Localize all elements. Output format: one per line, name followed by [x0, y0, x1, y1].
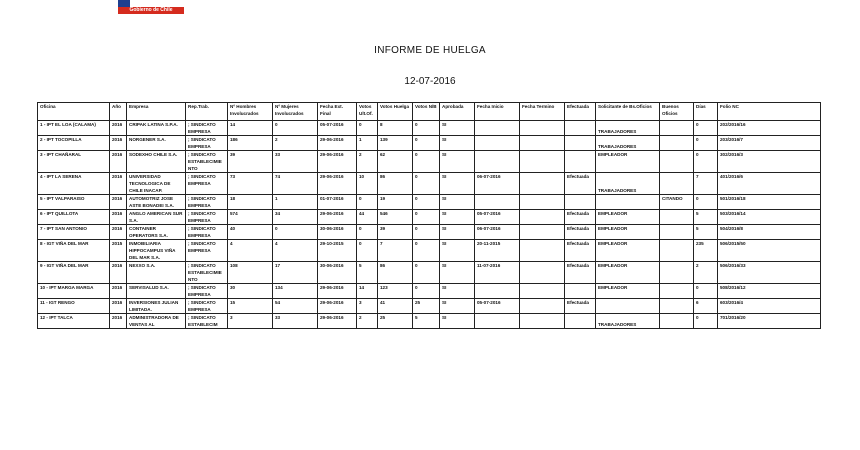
- logo-blue-block: [118, 0, 130, 7]
- cell-rep-trab: ; SINDICATO EMPRESA: [186, 225, 228, 240]
- cell-mujeres: 33: [273, 314, 318, 329]
- cell-fecha-inicio: [475, 121, 520, 136]
- cell-fecha-termino: [520, 284, 565, 299]
- cell-aprobada: SI: [440, 151, 475, 173]
- cell-votos-ult-of: 0: [357, 240, 378, 262]
- cell-aprobada: SI: [440, 299, 475, 314]
- cell-solicitante: TRABAJADORES: [596, 314, 660, 329]
- cell-fecha-ext-final: 29-06-2016: [318, 136, 357, 151]
- cell-efectuada: Efectuada: [565, 240, 596, 262]
- cell-fecha-inicio: 05-07-2016: [475, 299, 520, 314]
- table-body: [38, 121, 821, 329]
- cell-votos-nb: 0: [413, 151, 440, 173]
- cell-votos-nb: 0: [413, 240, 440, 262]
- cell-solicitante: EMPLEADOR: [596, 225, 660, 240]
- cell-fecha-inicio: [475, 284, 520, 299]
- cell-fecha-ext-final: 30-06-2016: [318, 225, 357, 240]
- table-header-row: [38, 103, 821, 121]
- cell-fecha-termino: [520, 210, 565, 225]
- cell-ano: 2016: [110, 210, 127, 225]
- cell-efectuada: [565, 121, 596, 136]
- table-header-solicitante: Solicitante de Bs.Oficios: [596, 103, 660, 121]
- cell-folio-nc: 504/2016/8: [718, 225, 821, 240]
- cell-efectuada: Efectuada: [565, 173, 596, 195]
- cell-aprobada: SI: [440, 173, 475, 195]
- cell-folio-nc: 503/2016/14: [718, 210, 821, 225]
- cell-buenos-oficios: [660, 284, 694, 299]
- cell-votos-ult-of: 10: [357, 173, 378, 195]
- table-header-efectuada: Efectuada: [565, 103, 596, 121]
- cell-fecha-termino: [520, 314, 565, 329]
- cell-hombres: 4: [228, 240, 273, 262]
- cell-dias: 7: [694, 173, 718, 195]
- cell-fecha-inicio: 06-07-2016: [475, 225, 520, 240]
- table-header-fecha-ext-final: Fecha Ext. Final: [318, 103, 357, 121]
- cell-aprobada: SI: [440, 210, 475, 225]
- cell-solicitante: TRABAJADORES: [596, 121, 660, 136]
- cell-folio-nc: 508/2016/12: [718, 284, 821, 299]
- cell-mujeres: 33: [273, 151, 318, 173]
- cell-dias: 0: [694, 284, 718, 299]
- cell-efectuada: Efectuada: [565, 299, 596, 314]
- cell-votos-nb: 5: [413, 314, 440, 329]
- cell-folio-nc: 506/2015/50: [718, 240, 821, 262]
- cell-fecha-ext-final: 05-07-2016: [318, 121, 357, 136]
- cell-rep-trab: ; SINDICATO EMPRESA: [186, 299, 228, 314]
- cell-folio-nc: 506/2016/33: [718, 262, 821, 284]
- cell-empresa: SODEXHO CHILE S.A.: [127, 151, 186, 173]
- cell-empresa: CRIPAK LATINA S.P.A.: [127, 121, 186, 136]
- table-row: [38, 299, 821, 314]
- cell-votos-huelga: 86: [378, 262, 413, 284]
- table-header-votos-nb: Votos N/B: [413, 103, 440, 121]
- cell-oficina: 4 - IPT LA SERENA: [38, 173, 110, 195]
- cell-rep-trab: ; SINDICATO ESTABLECIMIENTO: [186, 262, 228, 284]
- cell-ano: 2016: [110, 225, 127, 240]
- cell-buenos-oficios: CITANDO: [660, 195, 694, 210]
- cell-hombres: 39: [228, 151, 273, 173]
- cell-hombres: 40: [228, 225, 273, 240]
- cell-empresa: CONTAINER OPERATORS S.A.: [127, 225, 186, 240]
- cell-fecha-inicio: [475, 314, 520, 329]
- cell-votos-ult-of: 0: [357, 195, 378, 210]
- cell-votos-ult-of: 1: [357, 136, 378, 151]
- cell-votos-huelga: 25: [378, 314, 413, 329]
- cell-ano: 2016: [110, 151, 127, 173]
- cell-solicitante: EMPLEADOR: [596, 151, 660, 173]
- cell-solicitante: TRABAJADORES: [596, 136, 660, 151]
- cell-dias: 2: [694, 262, 718, 284]
- cell-ano: 2016: [110, 314, 127, 329]
- cell-votos-huelga: 7: [378, 240, 413, 262]
- table-row: [38, 284, 821, 299]
- cell-fecha-inicio: [475, 195, 520, 210]
- cell-mujeres: 0: [273, 121, 318, 136]
- cell-fecha-ext-final: 29-06-2016: [318, 151, 357, 173]
- cell-oficina: 6 - IPT QUILLOTA: [38, 210, 110, 225]
- cell-solicitante: EMPLEADOR: [596, 240, 660, 262]
- cell-fecha-inicio: [475, 151, 520, 173]
- cell-solicitante: EMPLEADOR: [596, 262, 660, 284]
- cell-hombres: 15: [228, 299, 273, 314]
- cell-votos-huelga: 139: [378, 136, 413, 151]
- cell-votos-ult-of: 2: [357, 151, 378, 173]
- table-row: [38, 195, 821, 210]
- cell-votos-huelga: 39: [378, 225, 413, 240]
- cell-rep-trab: ; SINDICATO EMPRESA: [186, 136, 228, 151]
- cell-efectuada: Efectuada: [565, 225, 596, 240]
- cell-empresa: INMOBILIARIA HIPPOCAMPUS VIÑA DEL MAR S.A.: [127, 240, 186, 262]
- table-row: [38, 225, 821, 240]
- cell-fecha-termino: [520, 151, 565, 173]
- cell-ano: 2015: [110, 240, 127, 262]
- cell-votos-ult-of: 0: [357, 121, 378, 136]
- cell-dias: 0: [694, 314, 718, 329]
- cell-empresa: ANGLO AMERICAN SUR S.A.: [127, 210, 186, 225]
- cell-ano: 2016: [110, 299, 127, 314]
- cell-empresa: INVERSIONES JULIAN LIMITADA.: [127, 299, 186, 314]
- cell-empresa: ADMINISTRADORA DE VENTAS AL: [127, 314, 186, 329]
- cell-buenos-oficios: [660, 136, 694, 151]
- table-header-votos-huelga: Votos Huelga: [378, 103, 413, 121]
- cell-fecha-inicio: [475, 136, 520, 151]
- cell-rep-trab: ; SINDICATO ESTABLECIM: [186, 314, 228, 329]
- table-header-mujeres: Nº Mujeres Involucrados: [273, 103, 318, 121]
- cell-fecha-ext-final: 29-06-2016: [318, 284, 357, 299]
- cell-folio-nc: 501/2016/18: [718, 195, 821, 210]
- cell-votos-nb: 0: [413, 210, 440, 225]
- cell-votos-huelga: 546: [378, 210, 413, 225]
- cell-buenos-oficios: [660, 121, 694, 136]
- cell-fecha-inicio: 05-07-2016: [475, 210, 520, 225]
- table-row: [38, 314, 821, 329]
- cell-rep-trab: ; SINDICATO EMPRESA: [186, 210, 228, 225]
- cell-solicitante: EMPLEADOR: [596, 210, 660, 225]
- cell-votos-huelga: 123: [378, 284, 413, 299]
- cell-dias: 5: [694, 210, 718, 225]
- cell-mujeres: 4: [273, 240, 318, 262]
- table-header-oficina: Oficina: [38, 103, 110, 121]
- cell-ano: 2016: [110, 195, 127, 210]
- table-header-fecha-termino: Fecha Termino: [520, 103, 565, 121]
- cell-votos-ult-of: 3: [357, 299, 378, 314]
- logo-text: Gobierno de Chile: [129, 7, 173, 13]
- cell-rep-trab: ; SINDICATO EMPRESA: [186, 121, 228, 136]
- cell-mujeres: 17: [273, 262, 318, 284]
- cell-hombres: 574: [228, 210, 273, 225]
- cell-dias: 0: [694, 136, 718, 151]
- table-header-buenos-oficios: Buenos Oficios: [660, 103, 694, 121]
- cell-ano: 2016: [110, 136, 127, 151]
- cell-fecha-termino: [520, 136, 565, 151]
- cell-solicitante: TRABAJADORES: [596, 173, 660, 195]
- cell-rep-trab: ; SINDICATO EMPRESA: [186, 240, 228, 262]
- table-row: [38, 240, 821, 262]
- cell-oficina: 7 - IPT SAN ANTONIO: [38, 225, 110, 240]
- report-title: INFORME DE HUELGA: [374, 45, 486, 56]
- table-row: [38, 173, 821, 195]
- cell-dias: 0: [694, 195, 718, 210]
- cell-empresa: SERVISALUD S.A.: [127, 284, 186, 299]
- cell-dias: 6: [694, 299, 718, 314]
- cell-mujeres: 134: [273, 284, 318, 299]
- table-row: [38, 136, 821, 151]
- table-header-folio-nc: Folio NC: [718, 103, 821, 121]
- cell-votos-huelga: 62: [378, 151, 413, 173]
- cell-efectuada: Efectuada: [565, 262, 596, 284]
- cell-fecha-termino: [520, 225, 565, 240]
- cell-fecha-termino: [520, 299, 565, 314]
- cell-buenos-oficios: [660, 151, 694, 173]
- cell-mujeres: 54: [273, 299, 318, 314]
- cell-solicitante: [596, 299, 660, 314]
- cell-mujeres: 74: [273, 173, 318, 195]
- cell-votos-ult-of: 14: [357, 284, 378, 299]
- cell-fecha-termino: [520, 121, 565, 136]
- cell-rep-trab: ; SINDICATO EMPRESA: [186, 173, 228, 195]
- table-header-aprobada: Aprobada: [440, 103, 475, 121]
- cell-hombres: 186: [228, 136, 273, 151]
- cell-votos-huelga: 19: [378, 195, 413, 210]
- cell-votos-huelga: 41: [378, 299, 413, 314]
- cell-oficina: 2 - IPT TOCOPILLA: [38, 136, 110, 151]
- cell-fecha-inicio: 20-11-2015: [475, 240, 520, 262]
- cell-fecha-ext-final: 29-06-2016: [318, 210, 357, 225]
- cell-aprobada: SI: [440, 195, 475, 210]
- table-header-fecha-inicio: Fecha Inicio: [475, 103, 520, 121]
- cell-votos-nb: 0: [413, 136, 440, 151]
- cell-votos-nb: 0: [413, 262, 440, 284]
- cell-dias: 5: [694, 225, 718, 240]
- table-header-dias: Días: [694, 103, 718, 121]
- cell-fecha-ext-final: 29-06-2016: [318, 173, 357, 195]
- cell-oficina: 5 - IPT VALPARAISO: [38, 195, 110, 210]
- cell-oficina: 12 - IPT TALCA: [38, 314, 110, 329]
- cell-folio-nc: 302/2016/3: [718, 151, 821, 173]
- cell-ano: 2016: [110, 284, 127, 299]
- cell-votos-nb: 0: [413, 284, 440, 299]
- cell-votos-ult-of: 0: [357, 225, 378, 240]
- cell-hombres: 73: [228, 173, 273, 195]
- table-row: [38, 121, 821, 136]
- cell-empresa: AUTOMOTRIZ JOSE ASTE BONADEI S.A.: [127, 195, 186, 210]
- table-header-empresa: Empresa: [127, 103, 186, 121]
- cell-empresa: NEXXO S.A.: [127, 262, 186, 284]
- cell-aprobada: SI: [440, 136, 475, 151]
- cell-buenos-oficios: [660, 299, 694, 314]
- cell-fecha-ext-final: 29-10-2015: [318, 240, 357, 262]
- cell-aprobada: SI: [440, 284, 475, 299]
- cell-oficina: 9 - IGT VIÑA DEL MAR: [38, 262, 110, 284]
- cell-votos-ult-of: 2: [357, 314, 378, 329]
- table-row: [38, 151, 821, 173]
- cell-efectuada: [565, 314, 596, 329]
- cell-mujeres: 1: [273, 195, 318, 210]
- cell-efectuada: [565, 195, 596, 210]
- cell-oficina: 11 - IGT RENGO: [38, 299, 110, 314]
- report-date: 12-07-2016: [404, 76, 456, 87]
- table-header-votos-ult-of: Votos Ult.Of.: [357, 103, 378, 121]
- cell-fecha-termino: [520, 173, 565, 195]
- cell-rep-trab: ; SINDICATO EMPRESA: [186, 195, 228, 210]
- cell-votos-nb: 0: [413, 121, 440, 136]
- cell-solicitante: [596, 195, 660, 210]
- cell-empresa: UNIVERSIDAD TECNOLOGICA DE CHILE INACAP.: [127, 173, 186, 195]
- cell-folio-nc: 401/2016/6: [718, 173, 821, 195]
- cell-folio-nc: 603/2016/4: [718, 299, 821, 314]
- cell-oficina: 1 - IPT EL LOA (CALAMA): [38, 121, 110, 136]
- cell-aprobada: SI: [440, 121, 475, 136]
- table-row: [38, 262, 821, 284]
- cell-efectuada: Efectuada: [565, 210, 596, 225]
- cell-oficina: 10 - IPT MARGA MARGA: [38, 284, 110, 299]
- cell-fecha-inicio: 06-07-2016: [475, 173, 520, 195]
- cell-votos-nb: 25: [413, 299, 440, 314]
- cell-aprobada: SI: [440, 240, 475, 262]
- cell-efectuada: [565, 151, 596, 173]
- cell-oficina: 3 - IPT CHAÑARAL: [38, 151, 110, 173]
- cell-ano: 2016: [110, 121, 127, 136]
- cell-fecha-termino: [520, 262, 565, 284]
- cell-votos-nb: 0: [413, 173, 440, 195]
- cell-aprobada: SI: [440, 262, 475, 284]
- cell-mujeres: 34: [273, 210, 318, 225]
- cell-fecha-termino: [520, 240, 565, 262]
- cell-dias: 0: [694, 151, 718, 173]
- gobierno-de-chile-logo: [118, 0, 184, 14]
- cell-rep-trab: ; SINDICATO ESTABLECIMIENTO: [186, 151, 228, 173]
- cell-fecha-inicio: 11-07-2016: [475, 262, 520, 284]
- cell-solicitante: EMPLEADOR: [596, 284, 660, 299]
- cell-hombres: 18: [228, 195, 273, 210]
- cell-votos-ult-of: 44: [357, 210, 378, 225]
- cell-empresa: NORGENER S.A.: [127, 136, 186, 151]
- cell-efectuada: [565, 284, 596, 299]
- cell-rep-trab: ; SINDICATO EMPRESA: [186, 284, 228, 299]
- cell-mujeres: 0: [273, 225, 318, 240]
- cell-aprobada: SI: [440, 225, 475, 240]
- cell-ano: 2016: [110, 173, 127, 195]
- cell-votos-nb: 0: [413, 225, 440, 240]
- cell-buenos-oficios: [660, 314, 694, 329]
- cell-fecha-ext-final: 01-07-2016: [318, 195, 357, 210]
- cell-fecha-ext-final: 29-06-2016: [318, 299, 357, 314]
- cell-hombres: 3: [228, 314, 273, 329]
- cell-buenos-oficios: [660, 210, 694, 225]
- cell-efectuada: [565, 136, 596, 151]
- table-header-ano: Año: [110, 103, 127, 121]
- cell-mujeres: 2: [273, 136, 318, 151]
- cell-folio-nc: 701/2016/20: [718, 314, 821, 329]
- cell-fecha-ext-final: 29-06-2016: [318, 314, 357, 329]
- table-header-rep-trab: Rep.Trab.: [186, 103, 228, 121]
- cell-votos-huelga: 8: [378, 121, 413, 136]
- cell-buenos-oficios: [660, 262, 694, 284]
- table-row: [38, 210, 821, 225]
- table-header-hombres: Nº Hombres Involucrados: [228, 103, 273, 121]
- cell-buenos-oficios: [660, 240, 694, 262]
- cell-folio-nc: 203/2016/7: [718, 136, 821, 151]
- cell-oficina: 8 - IGT VIÑA DEL MAR: [38, 240, 110, 262]
- strike-report-table: [37, 102, 821, 329]
- cell-dias: 0: [694, 121, 718, 136]
- cell-folio-nc: 202/2016/16: [718, 121, 821, 136]
- cell-aprobada: SI: [440, 314, 475, 329]
- cell-hombres: 30: [228, 284, 273, 299]
- cell-buenos-oficios: [660, 225, 694, 240]
- cell-hombres: 14: [228, 121, 273, 136]
- cell-buenos-oficios: [660, 173, 694, 195]
- cell-fecha-ext-final: 30-06-2016: [318, 262, 357, 284]
- cell-votos-huelga: 86: [378, 173, 413, 195]
- cell-dias: 235: [694, 240, 718, 262]
- logo-white-block: [130, 0, 184, 7]
- cell-fecha-termino: [520, 195, 565, 210]
- cell-ano: 2016: [110, 262, 127, 284]
- cell-votos-ult-of: 5: [357, 262, 378, 284]
- cell-hombres: 108: [228, 262, 273, 284]
- cell-votos-nb: 0: [413, 195, 440, 210]
